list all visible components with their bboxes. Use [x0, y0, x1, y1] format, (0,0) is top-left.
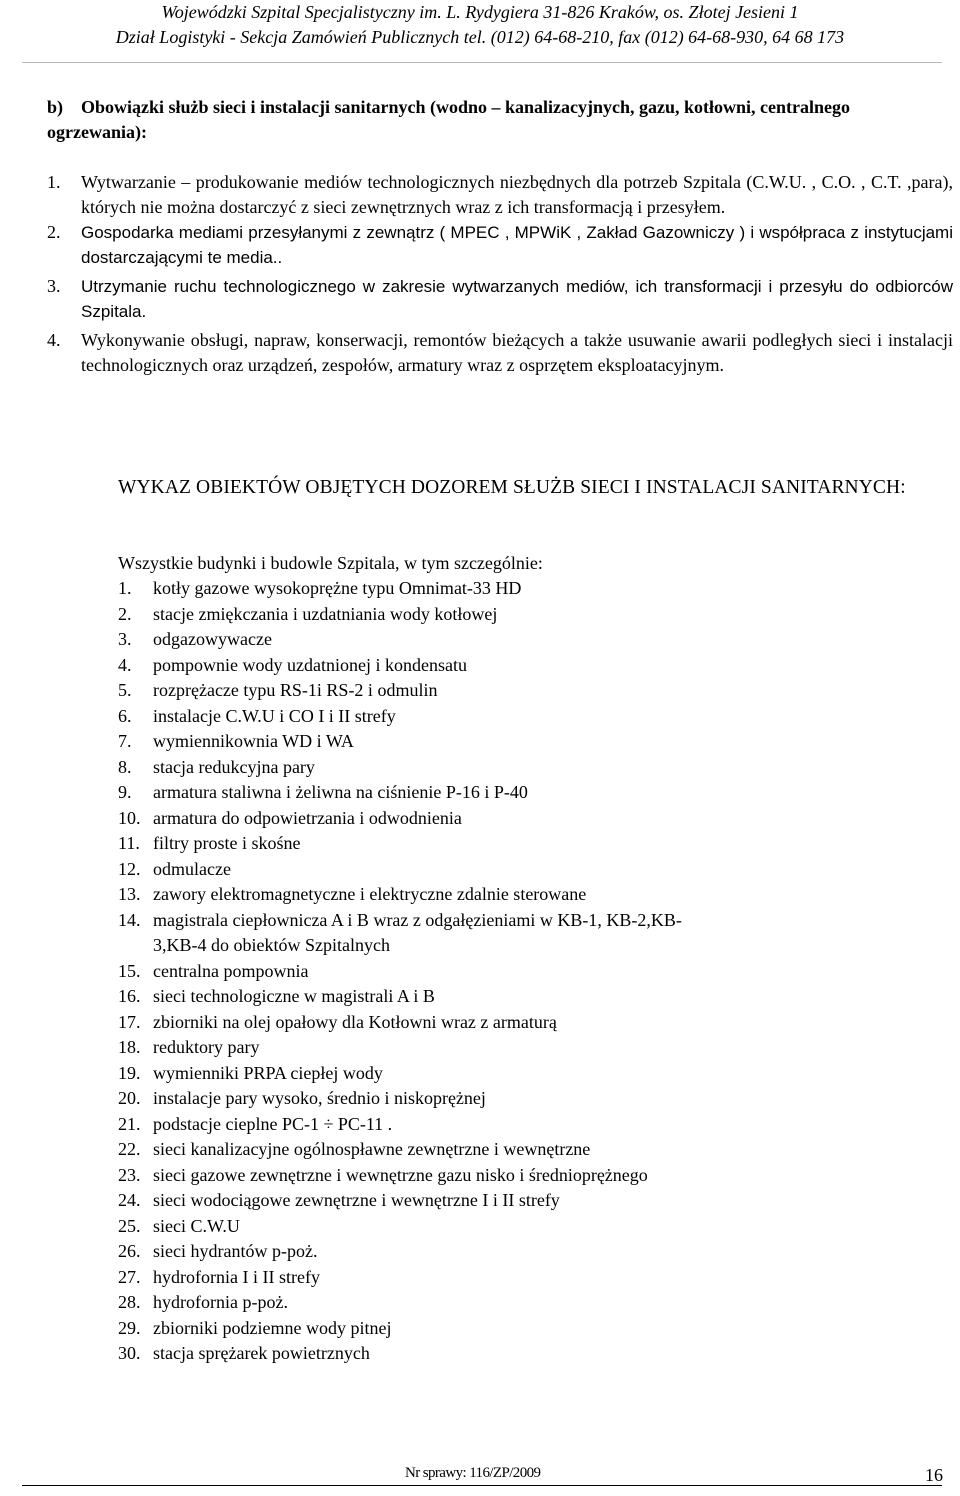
object-text: wymiennikownia WD i WA	[153, 731, 354, 751]
object-item	[118, 1290, 938, 1316]
object-number: 15.	[118, 960, 141, 981]
object-number: 27.	[118, 1266, 141, 1287]
object-item	[118, 1239, 938, 1265]
object-text: sieci kanalizacyjne ogólnospławne zewnętrzne i wewnętrzne	[153, 1139, 591, 1159]
section-label: b)	[47, 97, 64, 117]
object-item	[118, 729, 938, 755]
object-item	[118, 959, 938, 985]
object-text: odgazowywacze	[153, 629, 272, 649]
object-number: 6.	[118, 705, 132, 726]
object-item	[118, 1265, 938, 1291]
object-item	[118, 704, 938, 730]
object-text: kotły gazowe wysokoprężne typu Omnimat-33 HD	[153, 578, 522, 598]
object-number: 30.	[118, 1343, 141, 1363]
object-item	[118, 627, 938, 653]
page-header	[0, 0, 960, 50]
section-heading	[47, 95, 952, 145]
object-item	[118, 1035, 938, 1061]
duty-text: Wykonywanie obsługi, napraw, konserwacji, remontów bieżących a także usuwanie awarii podległych sieci i instalacji technologicznych oraz urządzeń, zespołów, armatury wraz z osprzętem eksploatacyjnym.	[81, 330, 953, 375]
object-text: zbiorniki na olej opałowy dla Kotłowni wraz z armaturą	[153, 1011, 557, 1032]
object-item	[118, 1010, 938, 1036]
object-number: 18.	[118, 1037, 141, 1057]
object-number: 8.	[118, 756, 132, 777]
duty-number: 4.	[47, 330, 61, 350]
footer-case-number: Nr sprawy: 116/ZP/2009	[405, 1465, 541, 1481]
object-text: pompownie wody uzdatnionej i kondensatu	[153, 654, 467, 675]
object-text: zbiorniki podziemne wody pitnej	[153, 1317, 392, 1338]
object-item	[118, 882, 938, 908]
object-item	[118, 653, 938, 679]
object-text: podstacje cieplne PC-1 ÷ PC-11 .	[153, 1113, 393, 1134]
object-item	[118, 780, 938, 806]
duty-number: 3.	[47, 276, 61, 296]
header-line-1: Wojewódzki Szpital Specjalistyczny im. L. Rydygiera 31-826 Kraków, os. Złotej Jesieni 1	[161, 2, 799, 22]
object-number: 29.	[118, 1317, 141, 1338]
section-title: Obowiązki służb sieci i instalacji sanitarnych (wodno – kanalizacyjnych, gazu, kotłowni, centralnego ogrzewania):	[47, 97, 851, 142]
object-number: 7.	[118, 731, 132, 751]
object-number: 12.	[118, 858, 141, 879]
header-line-2: Dział Logistyki - Sekcja Zamówień Publicznych tel. (012) 64-68-210, fax (012) 64-68-930, 64 68 173	[115, 27, 845, 47]
object-text: armatura do odpowietrzania i odwodnienia	[153, 807, 462, 828]
object-item	[118, 857, 938, 883]
object-number: 4.	[118, 654, 132, 675]
object-number: 21.	[118, 1113, 141, 1134]
object-item	[118, 1112, 938, 1138]
duty-item	[47, 328, 953, 378]
object-text: zawory elektromagnetyczne i elektryczne zdalnie sterowane	[153, 884, 587, 904]
object-text: centralna pompownia	[153, 960, 309, 981]
object-item	[118, 1341, 938, 1367]
object-item	[118, 678, 938, 704]
objects-list	[118, 576, 938, 1367]
object-text: magistrala ciepłownicza A i B wraz z odgałęzieniami w KB-1, KB-2,KB-3,KB-4 do obiektów Szpitalnych	[153, 909, 682, 955]
object-text: sieci technologiczne w magistrali A i B	[153, 986, 435, 1006]
duty-number: 2.	[47, 222, 61, 242]
object-number: 26.	[118, 1241, 141, 1261]
object-item	[118, 755, 938, 781]
object-item	[118, 1316, 938, 1342]
object-number: 28.	[118, 1292, 141, 1312]
object-item	[118, 984, 938, 1010]
duties-list	[47, 170, 953, 378]
object-number: 10.	[118, 807, 141, 828]
object-text: sieci hydrantów p-poż.	[153, 1241, 318, 1261]
object-text: sieci gazowe zewnętrzne i wewnętrzne gazu nisko i średnioprężnego	[153, 1164, 648, 1185]
object-item	[118, 1163, 938, 1189]
footer-divider	[22, 1485, 942, 1486]
object-number: 25.	[118, 1215, 141, 1236]
object-text: sieci wodociągowe zewnętrzne i wewnętrzne I i II strefy	[153, 1190, 560, 1210]
object-text: wymienniki PRPA ciepłej wody	[153, 1062, 383, 1083]
object-text: rozprężacze typu RS-1i RS-2 i odmulin	[153, 680, 438, 700]
object-number: 19.	[118, 1062, 141, 1083]
object-text: instalacje pary wysoko, średnio i niskoprężnej	[153, 1088, 486, 1108]
object-item	[118, 1086, 938, 1112]
object-text: filtry proste i skośne	[153, 833, 301, 853]
object-text: sieci C.W.U	[153, 1215, 240, 1236]
objects-title: WYKAZ OBIEKTÓW OBJĘTYCH DOZOREM SŁUŻB SIECI I INSTALACJI SANITARNYCH:	[118, 477, 906, 498]
object-text: odmulacze	[153, 858, 231, 879]
object-item	[118, 1061, 938, 1087]
object-number: 14.	[118, 909, 141, 930]
object-item	[118, 806, 938, 832]
object-text: hydrofornia I i II strefy	[153, 1266, 320, 1287]
duty-text: Utrzymanie ruchu technologicznego w zakresie wytwarzanych mediów, ich transformacji i przesyłu do odbiorców Szpitala.	[81, 277, 953, 321]
object-item	[118, 1188, 938, 1214]
duty-item	[47, 220, 953, 270]
object-number: 22.	[118, 1139, 141, 1159]
object-number: 16.	[118, 986, 141, 1006]
object-number: 17.	[118, 1011, 141, 1032]
object-number: 2.	[118, 603, 132, 624]
duty-text: Gospodarka mediami przesyłanymi z zewnątrz ( MPEC , MPWiK , Zakład Gazowniczy ) i współpraca z instytucjami dostarczającymi te media..	[81, 223, 953, 267]
object-item	[118, 908, 938, 959]
object-item	[118, 602, 938, 628]
object-text: stacja sprężarek powietrznych	[153, 1343, 370, 1363]
object-number: 20.	[118, 1088, 141, 1108]
object-item	[118, 576, 938, 602]
footer-page-number: 16	[925, 1465, 943, 1485]
object-item	[118, 1137, 938, 1163]
object-item	[118, 1214, 938, 1240]
object-number: 1.	[118, 578, 132, 598]
duty-item	[47, 274, 953, 324]
duty-number: 1.	[47, 172, 61, 192]
object-number: 23.	[118, 1164, 141, 1185]
object-text: stacja redukcyjna pary	[153, 756, 315, 777]
object-text: stacje zmiękczania i uzdatniania wody kotłowej	[153, 603, 498, 624]
object-text: hydrofornia p-poż.	[153, 1292, 288, 1312]
duty-text: Wytwarzanie – produkowanie mediów technologicznych niezbędnych dla potrzeb Szpitala (C.W.U. , C.O. , C.T. ,para), których nie można dostarczyć z sieci zewnętrznych wraz z ich transformacją i przesyłem.	[81, 172, 953, 217]
object-text: reduktory pary	[153, 1037, 260, 1057]
object-number: 5.	[118, 680, 132, 700]
duty-item	[47, 170, 953, 220]
object-number: 13.	[118, 884, 141, 904]
object-number: 11.	[118, 833, 140, 853]
object-number: 24.	[118, 1190, 141, 1210]
object-text: armatura staliwna i żeliwna na ciśnienie P-16 i P-40	[153, 782, 528, 802]
object-item	[118, 831, 938, 857]
object-number: 9.	[118, 782, 132, 802]
objects-intro: Wszystkie budynki i budowle Szpitala, w tym szczególnie:	[118, 553, 543, 573]
header-divider	[22, 62, 942, 63]
object-text: instalacje C.W.U i CO I i II strefy	[153, 705, 396, 726]
object-number: 3.	[118, 629, 132, 649]
